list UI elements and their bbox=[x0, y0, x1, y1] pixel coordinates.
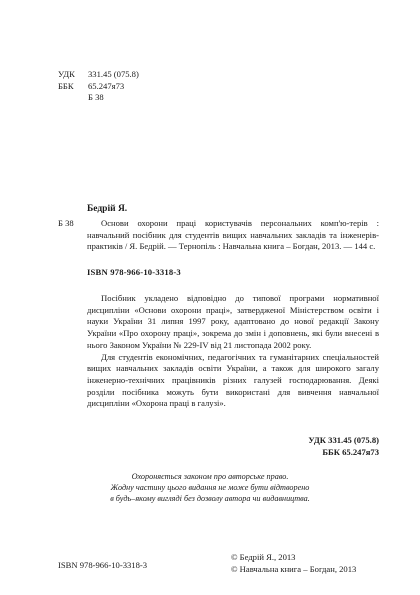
udk-code: УДК 331.45 (075.8) bbox=[308, 435, 379, 445]
abstract-paragraph: Посібник укладено відповідно до типової програми нормативної дисципліни «Основи охорони праці», затвердженої Міністерством освіти і науки України 31 липня 1997 року, адаптовано до нової редакції Закону України «Про охорону праці», зокрема до змін і доповнень, які були внесені в нього Законом України № 229-IV від 21 листопада 2002 року. bbox=[87, 293, 379, 350]
copyright-notice bbox=[0, 471, 420, 504]
classification-value: 331.45 (075.8) bbox=[88, 69, 139, 79]
copyright-author: © Бедрій Я., 2013 bbox=[231, 552, 296, 562]
classification-key: ББК bbox=[58, 80, 74, 91]
abstract bbox=[87, 293, 379, 410]
author-name: Бедрій Я. bbox=[87, 204, 128, 214]
copyright-lines bbox=[231, 552, 356, 575]
copyright-publisher: © Навчальна книга – Богдан, 2013 bbox=[231, 563, 357, 574]
isbn-footer: ISBN 978-966-10-3318-3 bbox=[58, 560, 148, 570]
classification-value: 65.247я73 bbox=[88, 80, 125, 91]
classification-value: Б 38 bbox=[88, 92, 104, 103]
abstract-paragraph: Для студентів економічних, педагогічних та гуманітарних спеціальностей вищих навчальних закладів освіти України, а також для широкого загалу інженерно-технічних працівників різних галузей господарювання. Деякі розділи посібника можуть бути використані для вивчення навчальної дисципліни «Охорона праці в галузі». bbox=[87, 351, 379, 409]
bbk-code: ББК 65.247я73 bbox=[322, 447, 379, 457]
isbn-main: ISBN 978-966-10-3318-3 bbox=[87, 267, 181, 277]
copyright-notice-line: Жодну частину цього видання не може бути відтворено bbox=[110, 483, 310, 492]
classification-block bbox=[58, 69, 139, 104]
bibliographic-description: Основи охорони праці користувачів персональних комп'ю-терів : навчальний посібник для студентів вищих навчальних закладів та інженерів-практиків / Я. Бедрій. — Тернопіль : Навчальна книга – Богдан, 2013. — 144 с. bbox=[87, 218, 379, 252]
classification-key: УДК bbox=[58, 69, 75, 79]
classification-cutter bbox=[58, 92, 139, 104]
copyright-notice-line: в будь–якому вигляді без дозволу автора чи видавництва. bbox=[110, 494, 310, 503]
copyright-notice-line: Охороняється законом про авторське право. bbox=[131, 472, 289, 481]
classification-codes bbox=[308, 434, 379, 458]
cutter-code: Б 38 bbox=[58, 218, 74, 228]
classification-key bbox=[58, 92, 88, 104]
classification-udk bbox=[58, 69, 139, 81]
classification-bbk bbox=[58, 81, 139, 93]
